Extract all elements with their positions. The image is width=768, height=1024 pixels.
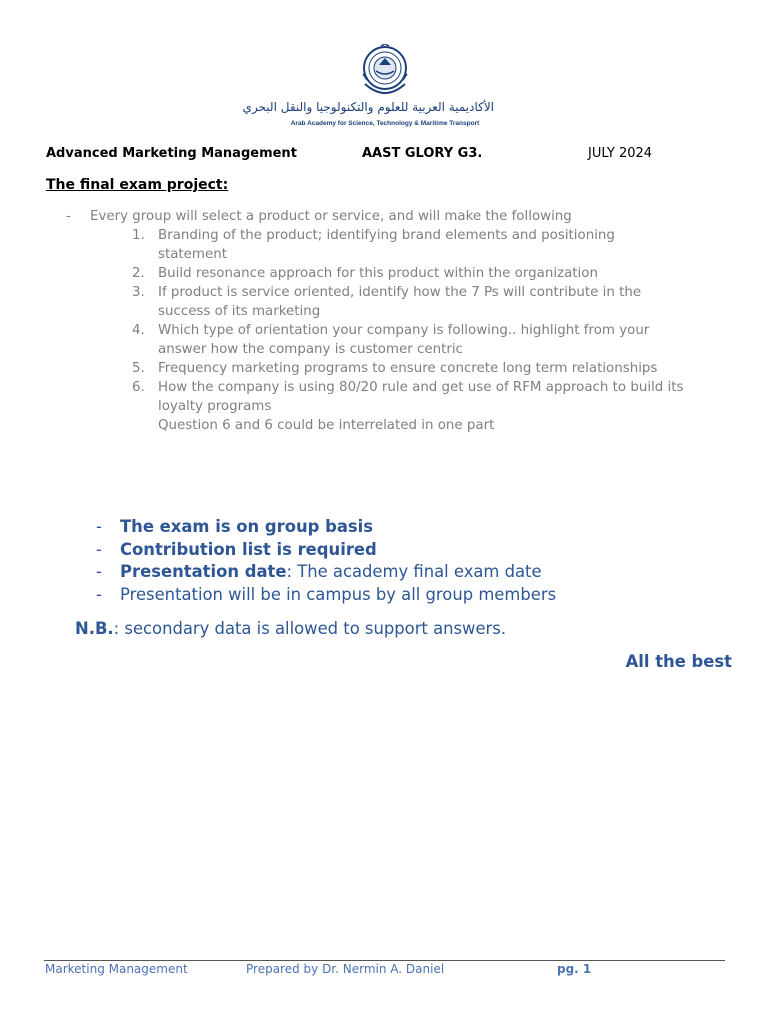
rule-bold-text: The exam is on group basis — [120, 517, 374, 536]
item-number: 6. — [132, 380, 145, 395]
logo-english-name: Arab Academy for Science, Technology & Maritime Transport — [290, 120, 480, 127]
list-item — [132, 283, 732, 321]
footer-divider — [44, 960, 725, 961]
item-text-line: How the company is using 80/20 rule and get use of RFM approach to build its — [158, 380, 684, 395]
item-number: 2. — [132, 266, 145, 281]
nb-note — [75, 619, 506, 638]
rule-bold-text: Contribution list is required — [120, 539, 377, 559]
footer-author: Prepared by Dr. Nermin A. Daniel — [246, 962, 445, 976]
group-name: AAST GLORY G3. — [362, 146, 483, 161]
exam-rules-list — [96, 516, 556, 606]
closing-text: All the best — [625, 652, 732, 671]
nb-label: N.B. — [75, 619, 114, 638]
item-number: 3. — [132, 285, 145, 300]
rule-bold-text: Presentation date — [120, 562, 287, 581]
item-text-line: answer how the company is customer centric — [158, 342, 463, 357]
logo-arabic-name: الأكاديمية العربية للعلوم والتكنولوجيا والنقل البحري — [242, 100, 494, 114]
nb-text: : secondary data is allowed to support answers. — [113, 619, 507, 638]
section-title: The final exam project: — [46, 177, 229, 193]
bullet-dash: - — [66, 209, 71, 224]
item-text-line: If product is service oriented, identify how the 7 Ps will contribute in the — [158, 285, 642, 300]
item-text-line: Which type of orientation your company is following.. highlight from your — [158, 323, 650, 338]
rule-item — [96, 561, 556, 584]
list-item — [132, 264, 732, 283]
course-title: Advanced Marketing Management — [46, 146, 297, 161]
rule-text: : The academy final exam date — [286, 562, 542, 581]
bullet-dash: - — [96, 584, 102, 604]
academy-emblem-icon — [359, 44, 411, 100]
steps-note: Question 6 and 6 could be interrelated in one part — [158, 418, 495, 433]
item-text-line: Build resonance approach for this product within the organization — [158, 266, 598, 281]
rule-item — [96, 584, 556, 607]
rule-text: Presentation will be in campus by all group members — [120, 584, 557, 604]
academy-logo — [242, 44, 494, 132]
list-item — [132, 359, 732, 378]
intro-bullet — [66, 207, 572, 226]
footer-course: Marketing Management — [45, 962, 188, 976]
bullet-dash: - — [96, 539, 102, 559]
item-text-line: statement — [158, 247, 227, 262]
item-number: 4. — [132, 323, 145, 338]
bullet-dash: - — [96, 562, 102, 581]
list-item — [132, 321, 732, 359]
bullet-dash: - — [96, 517, 102, 536]
item-text-line: loyalty programs — [158, 399, 272, 414]
page-number: pg. 1 — [557, 962, 592, 976]
item-text-line: success of its marketing — [158, 304, 321, 319]
item-text-line: Frequency marketing programs to ensure concrete long term relationships — [158, 361, 658, 376]
header-date: JULY 2024 — [588, 146, 653, 161]
list-item — [132, 378, 732, 416]
item-number: 1. — [132, 228, 145, 243]
rule-item — [96, 539, 556, 562]
item-text-line: Branding of the product; identifying brand elements and positioning — [158, 228, 615, 243]
item-number: 5. — [132, 361, 145, 376]
requirements-list — [132, 226, 732, 435]
intro-text: Every group will select a product or service, and will make the following — [90, 209, 572, 224]
rule-item — [96, 516, 556, 539]
list-item — [132, 226, 732, 264]
